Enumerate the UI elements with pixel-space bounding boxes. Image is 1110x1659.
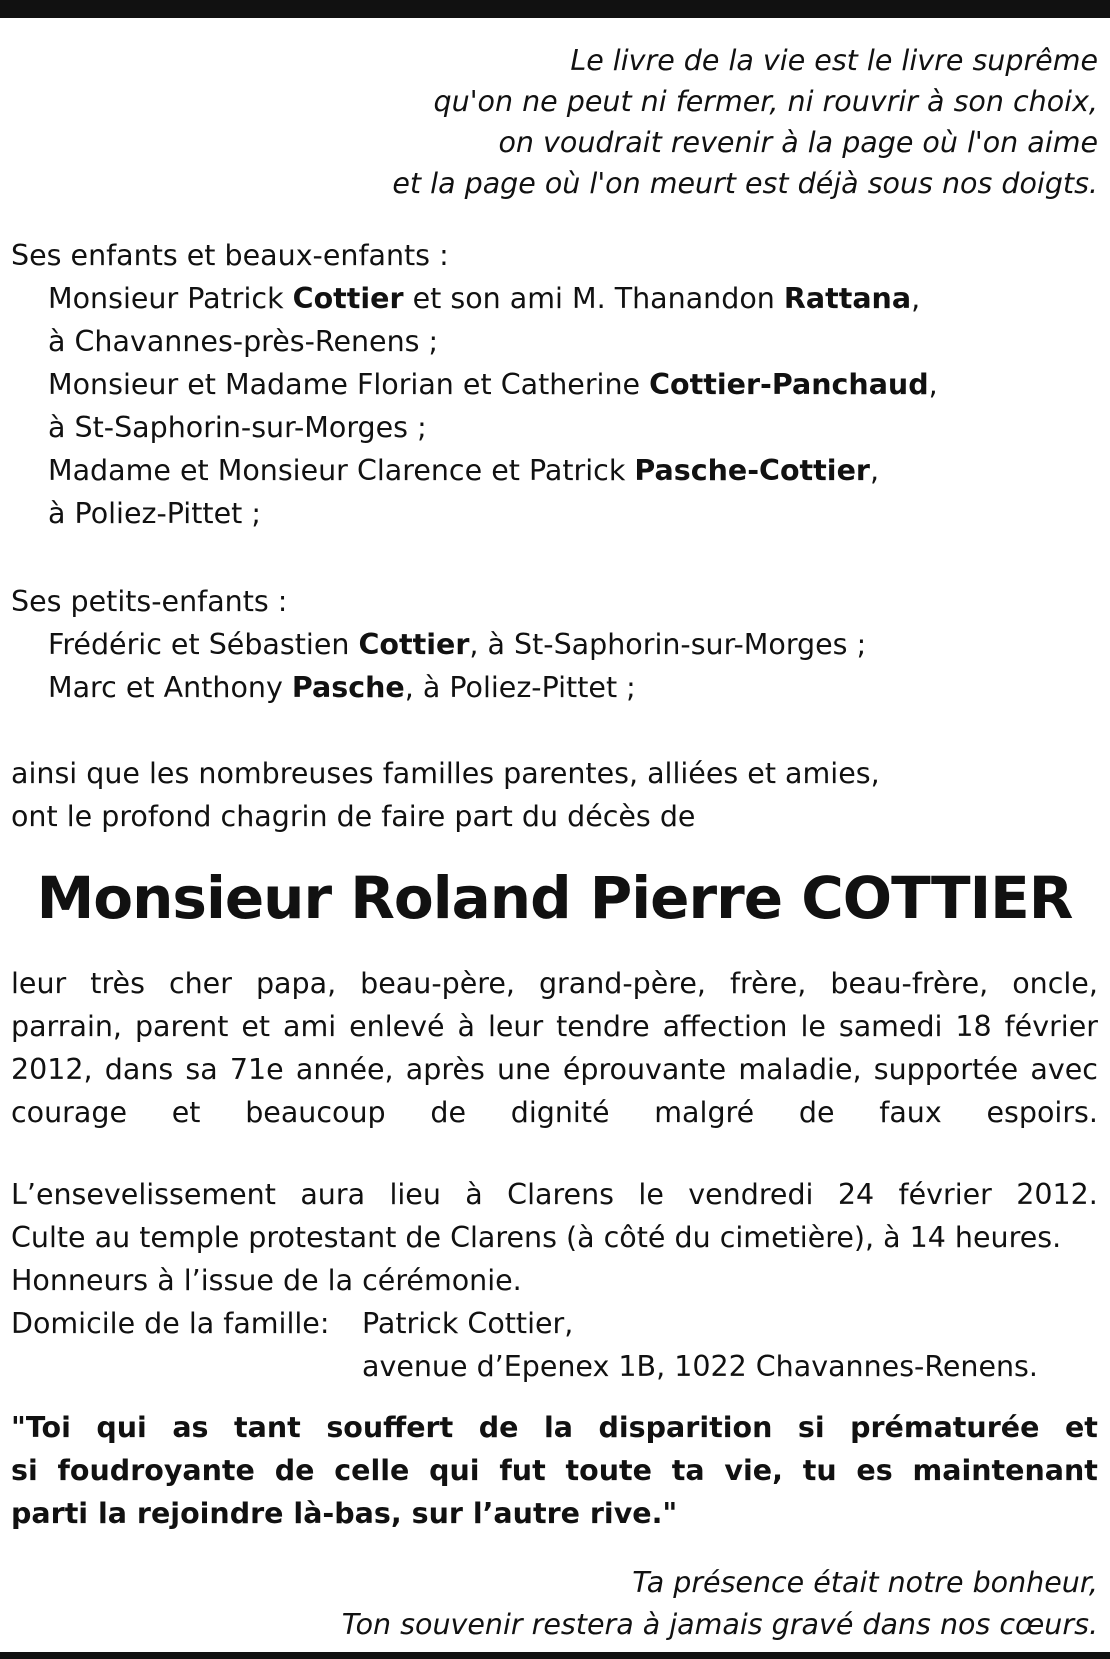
word: courage bbox=[11, 1096, 127, 1129]
obituary-text bbox=[11, 962, 1098, 1134]
word: de bbox=[798, 1096, 835, 1129]
word: parent bbox=[134, 1010, 229, 1043]
relatives-section bbox=[11, 752, 1098, 838]
grandchildren-heading: Ses petits-enfants : bbox=[11, 585, 288, 618]
word: dignité bbox=[510, 1096, 610, 1129]
word: de bbox=[430, 1096, 466, 1129]
word: aura bbox=[300, 1178, 366, 1211]
grandchildren-section bbox=[11, 580, 1098, 709]
word: maladie, bbox=[738, 1053, 862, 1086]
burial-line: Honneurs à l’issue de la cérémonie. bbox=[11, 1264, 522, 1297]
children-line: à St-Saphorin-sur-Morges ; bbox=[48, 411, 427, 444]
word: 2012, bbox=[11, 1053, 93, 1086]
relatives-line: ainsi que les nombreuses familles parentes, alliées et amies, bbox=[11, 757, 880, 790]
text: Monsieur Patrick bbox=[48, 282, 293, 315]
bottom-border bbox=[0, 1652, 1110, 1659]
burial-line bbox=[11, 1173, 1098, 1216]
family-name: Cottier bbox=[292, 282, 404, 315]
poem-line: Le livre de la vie est le livre suprême bbox=[570, 44, 1098, 77]
word: as bbox=[172, 1411, 209, 1444]
domicile-row bbox=[11, 1345, 1098, 1388]
word: oncle, bbox=[1012, 967, 1098, 1000]
word: de bbox=[478, 1411, 519, 1444]
poem-line: on voudrait revenir à la page où l'on aime bbox=[498, 126, 1098, 159]
word: février bbox=[898, 1178, 992, 1211]
word: et bbox=[171, 1096, 201, 1129]
word: espoirs. bbox=[986, 1096, 1098, 1129]
word: fut bbox=[499, 1454, 546, 1487]
word: grand-père, bbox=[538, 967, 706, 1000]
obituary-line bbox=[11, 1048, 1098, 1091]
word: affection bbox=[662, 1010, 788, 1043]
quote-line: parti la rejoindre là-bas, sur l’autre rive." bbox=[11, 1497, 678, 1530]
word: qui bbox=[429, 1454, 480, 1487]
poem-line: qu'on ne peut ni fermer, ni rouvrir à son choix, bbox=[433, 85, 1098, 118]
word: enlevé bbox=[349, 1010, 445, 1043]
word: leur bbox=[11, 967, 67, 1000]
word: après bbox=[405, 1053, 485, 1086]
word: beaucoup bbox=[245, 1096, 386, 1129]
word: disparition bbox=[598, 1411, 773, 1444]
domicile-name: Patrick Cottier, bbox=[362, 1307, 574, 1340]
word: le bbox=[800, 1010, 826, 1043]
word: et bbox=[241, 1010, 271, 1043]
word: prématurée bbox=[850, 1411, 1040, 1444]
word: Clarens bbox=[507, 1178, 614, 1211]
word: la bbox=[543, 1411, 573, 1444]
word: beau-père, bbox=[360, 967, 515, 1000]
word: si bbox=[11, 1454, 38, 1487]
family-name: Rattana bbox=[783, 282, 912, 315]
word: février bbox=[1004, 1010, 1098, 1043]
word: dans bbox=[104, 1053, 174, 1086]
word: tu bbox=[802, 1454, 837, 1487]
children-line: à Chavannes-près-Renens ; bbox=[48, 325, 439, 358]
word: leur bbox=[487, 1010, 544, 1043]
word: qui bbox=[96, 1411, 147, 1444]
closing-line: Ta présence était notre bonheur, bbox=[632, 1566, 1098, 1599]
word: beau-frère, bbox=[830, 967, 989, 1000]
text: , à St-Saphorin-sur-Morges ; bbox=[469, 628, 867, 661]
word: de bbox=[274, 1454, 315, 1487]
text: et son ami M. Thanandon bbox=[403, 282, 784, 315]
family-name: Cottier-Panchaud bbox=[649, 368, 929, 401]
children-heading: Ses enfants et beaux-enfants : bbox=[11, 239, 449, 272]
word: à bbox=[465, 1178, 483, 1211]
closing-line: Ton souvenir restera à jamais gravé dans nos cœurs. bbox=[341, 1608, 1098, 1641]
word: 24 bbox=[837, 1178, 875, 1211]
word: malgré bbox=[654, 1096, 755, 1129]
word: une bbox=[496, 1053, 551, 1086]
word: 71e bbox=[229, 1053, 284, 1086]
word: celle bbox=[334, 1454, 410, 1487]
word: "Toi bbox=[11, 1411, 71, 1444]
word: cher bbox=[168, 967, 232, 1000]
farewell-quote bbox=[11, 1406, 1098, 1535]
domicile-spacer bbox=[11, 1345, 362, 1388]
word: sa bbox=[185, 1053, 218, 1086]
word: année, bbox=[295, 1053, 394, 1086]
poem bbox=[11, 40, 1098, 204]
word: tant bbox=[234, 1411, 301, 1444]
children-line bbox=[11, 449, 1098, 492]
word: ta bbox=[671, 1454, 705, 1487]
children-section bbox=[11, 234, 1098, 535]
burial-section bbox=[11, 1173, 1098, 1388]
text: Monsieur et Madame Florian et Catherine bbox=[48, 368, 650, 401]
word: 2012. bbox=[1016, 1178, 1098, 1211]
word: le bbox=[638, 1178, 664, 1211]
poem-line: et la page où l'on meurt est déjà sous nos doigts. bbox=[392, 167, 1098, 200]
word: à bbox=[457, 1010, 475, 1043]
word: es bbox=[856, 1454, 893, 1487]
quote-line bbox=[11, 1449, 1098, 1492]
family-name: Pasche-Cottier bbox=[634, 454, 870, 487]
deceased-name: Monsieur Roland Pierre COTTIER bbox=[36, 864, 1073, 932]
word: éprouvante bbox=[562, 1053, 727, 1086]
text: Marc et Anthony bbox=[48, 671, 292, 704]
obituary-line bbox=[11, 962, 1098, 1005]
text: Madame et Monsieur Clarence et Patrick bbox=[48, 454, 635, 487]
text: Frédéric et Sébastien bbox=[48, 628, 359, 661]
burial-line: Culte au temple protestant de Clarens (à côté du cimetière), à 14 heures. bbox=[11, 1221, 1062, 1254]
family-name: Pasche bbox=[291, 671, 405, 704]
text: , bbox=[928, 368, 938, 401]
word: avec bbox=[1030, 1053, 1098, 1086]
word: L’ensevelissement bbox=[11, 1178, 276, 1211]
text: , à Poliez-Pittet ; bbox=[404, 671, 636, 704]
word: toute bbox=[565, 1454, 652, 1487]
text: , bbox=[869, 454, 880, 487]
word: frère, bbox=[730, 967, 807, 1000]
word: si bbox=[797, 1411, 825, 1444]
word: 18 bbox=[955, 1010, 992, 1043]
top-border bbox=[0, 0, 1110, 18]
grandchildren-line bbox=[11, 666, 1098, 709]
obituary-line bbox=[11, 1005, 1098, 1048]
quote-line bbox=[11, 1406, 1098, 1449]
word: samedi bbox=[838, 1010, 943, 1043]
word: papa, bbox=[255, 967, 337, 1000]
text: , bbox=[911, 282, 921, 315]
family-name: Cottier bbox=[358, 628, 470, 661]
word: vendredi bbox=[688, 1178, 814, 1211]
word: lieu bbox=[389, 1178, 441, 1211]
word: tendre bbox=[556, 1010, 650, 1043]
obituary-line bbox=[11, 1091, 1098, 1134]
relatives-line: ont le profond chagrin de faire part du décès de bbox=[11, 800, 696, 833]
word: supportée bbox=[873, 1053, 1019, 1086]
children-line bbox=[11, 277, 1098, 320]
word: maintenant bbox=[912, 1454, 1098, 1487]
word: parrain, bbox=[11, 1010, 122, 1043]
closing-verse bbox=[11, 1562, 1098, 1646]
grandchildren-line bbox=[11, 623, 1098, 666]
word: souffert bbox=[326, 1411, 454, 1444]
children-line bbox=[11, 363, 1098, 406]
word: foudroyante bbox=[57, 1454, 255, 1487]
word: faux bbox=[879, 1096, 942, 1129]
children-line: à Poliez-Pittet ; bbox=[48, 497, 261, 530]
domicile-address: avenue d’Epenex 1B, 1022 Chavannes-Renens. bbox=[362, 1350, 1038, 1383]
word: et bbox=[1064, 1411, 1098, 1444]
domicile-row bbox=[11, 1302, 1098, 1345]
word: très bbox=[90, 967, 145, 1000]
word: ami bbox=[283, 1010, 337, 1043]
word: vie, bbox=[724, 1454, 783, 1487]
domicile-label: Domicile de la famille: bbox=[11, 1307, 330, 1340]
